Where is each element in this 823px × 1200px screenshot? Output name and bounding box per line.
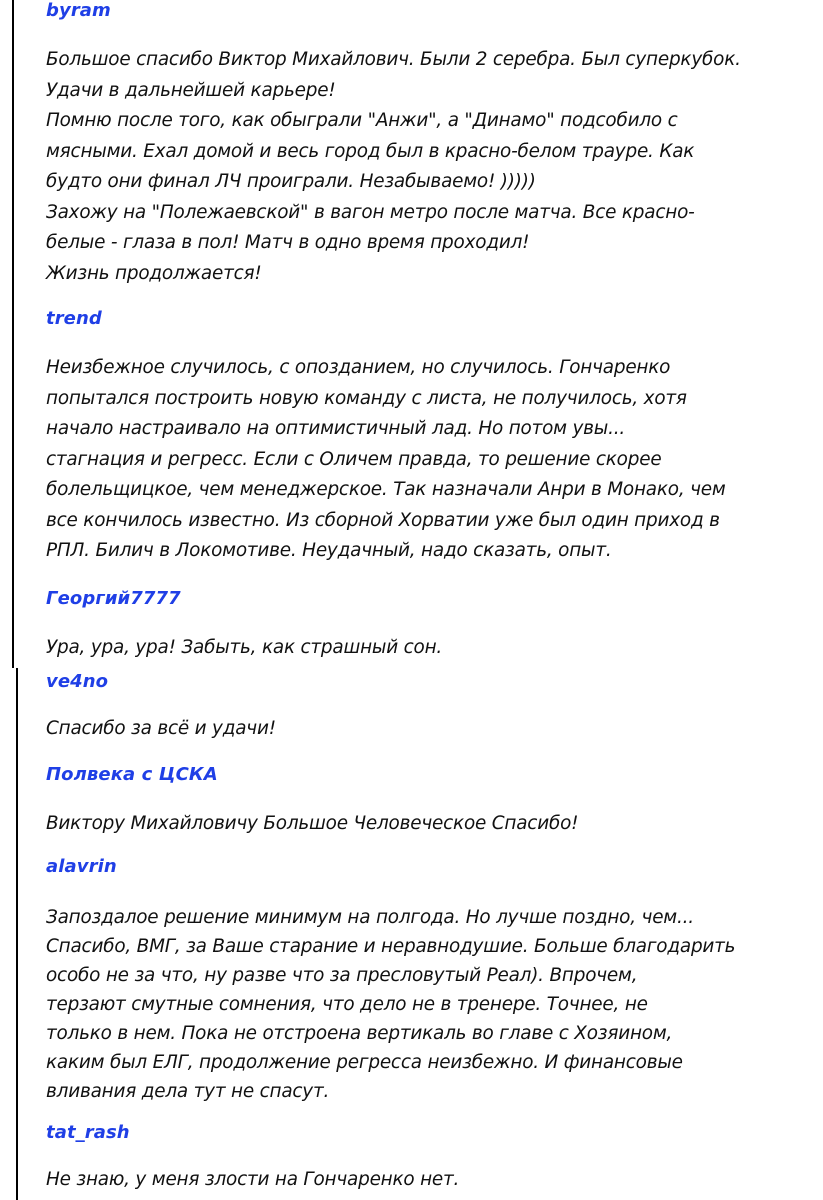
comment-text: Ура, ура, ура! Забыть, как страшный сон. xyxy=(46,637,443,658)
comment xyxy=(46,588,821,664)
comment-text: Спасибо за всё и удачи! xyxy=(46,718,276,739)
comment-text: Не знаю, у меня злости на Гончаренко нет. xyxy=(46,1169,460,1190)
comment-author-link[interactable]: trend xyxy=(46,308,102,329)
comment xyxy=(46,0,821,289)
comment-author-link[interactable]: tat_rash xyxy=(46,1122,130,1143)
comment-text: Большое спасибо Виктор Михайлович. Были 2 серебра. Был суперкубок. Удачи в дальнейшей карьере! Помню после того, как обыграли "Анжи", а "Динамо" подсобило с мясными. Ехал домой и весь город был в красно-белом трауре. Как будто они финал ЛЧ проиграли. Незабываемо! ))))) Захожу на "Полежаевской" в вагон метро после матча. Все красно- белые - глаза в пол! Матч в одно время проходил! Жизнь продолжается! xyxy=(46,49,741,284)
comment xyxy=(46,308,821,567)
comment-author-link[interactable]: Георгий7777 xyxy=(46,588,181,609)
comment-author-link[interactable]: byram xyxy=(46,0,111,21)
comment xyxy=(46,671,821,745)
left-border-line xyxy=(12,0,14,668)
comment-text: Неизбежное случилось, с опозданием, но случилось. Гончаренко попытался построить новую команду с листа, не получилось, хотя начало настраивало на оптимистичный лад. Но потом увы... стагнация и регресс. Если с Оличем правда, то решение скорее болельщицкое, чем менеджерское. Так назначали Анри в Монако, чем все кончилось известно. Из сборной Хорватии уже был один приход в РПЛ. Билич в Локомотиве. Неудачный, надо сказать, опыт. xyxy=(46,357,726,561)
comment xyxy=(46,1122,821,1196)
comment-text: Виктору Михайловичу Большое Человеческое Спасибо! xyxy=(46,813,579,834)
comment-text: Запоздалое решение минимум на полгода. Но лучше поздно, чем... Спасибо, ВМГ, за Ваше старание и неравнодушие. Больше благодарить особо не за что, ну разве что за пресловутый Реал). Впрочем, терзают смутные сомнения, что дело не в тренере. Точнее, не только в нем. Пока не отстроена вертикаль во главе с Хозяином, каким был ЕЛГ, продолжение регресса неизбежно. И финансовые вливания дела тут не спасут. xyxy=(46,907,736,1102)
comment-author-link[interactable]: Полвека с ЦСКА xyxy=(46,764,218,785)
comment-author-link[interactable]: alavrin xyxy=(46,856,117,877)
left-border-line-lower xyxy=(16,668,18,1200)
comment xyxy=(46,764,821,840)
comment xyxy=(46,856,821,1106)
comment-author-link[interactable]: ve4no xyxy=(46,671,109,692)
